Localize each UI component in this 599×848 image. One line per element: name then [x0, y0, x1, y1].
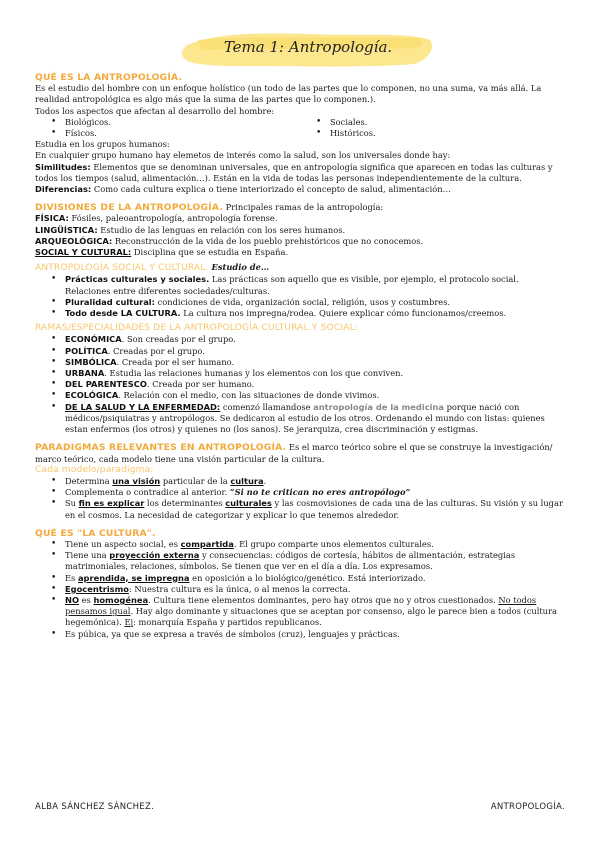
- text-run: compartida: [180, 538, 234, 549]
- list-item: [65, 379, 565, 390]
- text-run: .: [263, 475, 267, 486]
- text-run: : Nuestra cultura es la única, o al menos la correcta.: [128, 583, 351, 594]
- paragraph: [35, 247, 565, 258]
- term-label: SIMBÓLICA: [65, 356, 117, 367]
- heading-tail: Principales ramas de la antropología:: [223, 202, 384, 213]
- list-item: [65, 357, 565, 368]
- list-item: • Sociales.: [330, 117, 565, 128]
- text-run: Tiene una: [65, 550, 110, 561]
- practices-list: [35, 274, 565, 319]
- term-text: Reconstrucción de la vida de los pueblo prehistóricos que no conocemos.: [112, 235, 424, 246]
- list-item: [65, 308, 565, 319]
- list-item: [65, 274, 565, 296]
- text-run: y consecuencias: códigos de cortesía, hábitos de alimentación, estrategias matrimoniales, relaciones, símbolos. Se tienen que ver en el día a día. Los expresamos.: [65, 550, 516, 572]
- paragraph: Estudia en los grupos humanos:: [35, 139, 170, 150]
- term-label: Todo desde LA CULTURA.: [65, 308, 181, 319]
- text-run: Es: [65, 572, 78, 583]
- term-text: Elementos que se denominan universales, que en antropología significa que aparecen en todas las culturas y todos los tiempos (salud, alimentación…). Están en la vida de todas las personas independientemente de la cultura.: [35, 161, 553, 183]
- term-text: . Creadas por el grupo.: [107, 345, 205, 356]
- text-run: en oposición a lo biológico/genético. Está interiorizado.: [189, 572, 426, 583]
- term-text: Disciplina que se estudia en España.: [131, 247, 289, 258]
- term-label: Prácticas culturales y sociales.: [65, 274, 210, 285]
- paragraph: [35, 184, 565, 195]
- grey-emphasis: antropología de la medicina: [313, 401, 444, 412]
- list-item: • Es púbica, ya que se expresa a través de símbolos (cruz), lenguajes y prácticas.: [65, 629, 565, 640]
- subheading: Cada modelo/paradigma:: [35, 464, 154, 475]
- text-run: . Cultura tiene elementos dominantes, pero hay otros que no y otros cuestionados.: [148, 594, 499, 605]
- text-run: es: [79, 594, 94, 605]
- section-heading: DIVISIONES DE LA ANTROPOLOGÍA.: [35, 202, 224, 214]
- list-item: [65, 498, 565, 520]
- section-heading: QUÉ ES "LA CULTURA".: [35, 527, 156, 539]
- text-run: particular de la: [160, 475, 231, 486]
- text-run: una visión: [112, 475, 161, 486]
- text-run: cultura: [230, 475, 264, 486]
- section-heading-line: [35, 442, 565, 464]
- text-run: . Hay algo dominante y situaciones que se aceptan por consenso, algo le parece bien a todos (cultura hegemónica).: [65, 606, 557, 628]
- paragraph: Es el estudio del hombre con un enfoque holístico (un todo de las partes que lo componen, no una suma, va más allá. La realidad antropológica es algo más que la suma de las partes que lo componen.).: [35, 83, 542, 105]
- term-label: ARQUEOLÓGICA:: [35, 235, 113, 246]
- section-heading-line: [35, 202, 565, 213]
- list-item: [65, 595, 565, 629]
- list-item: [65, 346, 565, 357]
- section-heading: ANTROPOLOGÍA SOCIAL Y CULTURAL.: [35, 263, 209, 274]
- term-text: porque nació con médicos/psiquiatras y antropólogos. Se dedicaron al estudio de los otros. Ordenando el mundo con listas: quienes estan enfermos (los otros) y quienes no (los sanos). Se jerarquiza, crea discriminación y estigmas.: [65, 401, 545, 435]
- page-footer: [35, 802, 565, 812]
- list-item: [65, 584, 565, 595]
- list-item: [65, 487, 565, 498]
- footer-subject: ANTROPOLOGÍA.: [490, 802, 565, 812]
- document-body: [35, 72, 565, 640]
- text-run: culturales: [225, 498, 272, 509]
- term-label: ECONÓMICA: [65, 334, 122, 345]
- heading-tail: Es el marco teórico sobre el que se construye la investigación/ marco teórico, cada modelo tiene una visión particular de la cultura.: [35, 442, 553, 464]
- paragraph: [35, 236, 565, 247]
- term-text: Estudio de las lenguas en relación con los seres humanos.: [97, 224, 346, 235]
- list-item: [65, 368, 565, 379]
- term-label: DEL PARENTESCO: [65, 379, 147, 390]
- text-run: fin es explicar: [78, 498, 145, 509]
- text-run: los determinantes: [144, 498, 226, 509]
- term-label: POLÍTICA: [65, 345, 108, 356]
- term-text: La cultura nos impregna/rodea. Quiere explicar cómo funcionamos/creemos.: [180, 308, 507, 319]
- list-item: [65, 573, 565, 584]
- term-text: . Son creadas por el grupo.: [121, 334, 236, 345]
- page-title: Tema 1: Antropología.: [223, 38, 393, 56]
- term-text: Las prácticas son aquello que es visible, por ejemplo, el protocolo social. Relaciones entre diferentes sociedades/culturas.: [65, 274, 519, 296]
- term-label: URBANA: [65, 368, 105, 379]
- text-run: homogénea: [93, 594, 149, 605]
- term-label: SOCIAL Y CULTURAL:: [35, 247, 132, 258]
- term-text: condiciones de vida, organización social, religión, usos y costumbres.: [154, 296, 451, 307]
- aspects-list: [35, 117, 565, 139]
- list-item: [65, 297, 565, 308]
- branches-list: [35, 334, 565, 435]
- list-item: • Biológicos.: [65, 117, 300, 128]
- list-item: [65, 550, 565, 572]
- term-text: . Creada por el ser humano.: [116, 356, 235, 367]
- list-item: [65, 390, 565, 401]
- term-label: Diferencias:: [35, 184, 92, 195]
- text-run: Complementa o contradice al anterior.: [65, 487, 230, 498]
- list-item: [65, 476, 565, 487]
- paragraph: [35, 225, 565, 236]
- text-run: Determina: [65, 475, 113, 486]
- paradigm-list: [35, 476, 565, 521]
- list-item: • Físicos.: [65, 128, 300, 139]
- text-run: . El grupo comparte unos elementos culturales.: [233, 538, 434, 549]
- term-text: comenzó llamandose: [220, 401, 314, 412]
- term-text: . Estudia las relaciones humanas y los elementos con los que conviven.: [104, 368, 404, 379]
- section-heading: RAMAS/ESPECIALIDADES DE LA ANTROPOLOGÍA CULTURAL Y SOCIAL:: [35, 323, 359, 334]
- paragraph: Todos los aspectos que afectan al desarrollo del hombre:: [35, 105, 275, 116]
- term-label: Pluralidad cultural:: [65, 296, 155, 307]
- text-run: : monarquía España y partidos republicanos.: [133, 617, 322, 628]
- paragraph: [35, 162, 565, 184]
- heading-tail: Estudio de…: [208, 262, 270, 273]
- term-label: Similitudes:: [35, 161, 91, 172]
- text-run: Tiene un aspecto social, es: [65, 538, 181, 549]
- text-run: Ej: [124, 617, 134, 628]
- section-heading-line: [35, 262, 565, 274]
- list-item: [65, 402, 565, 436]
- paragraph: En cualquier grupo humano hay elemetos de interés como la salud, son los universales donde hay:: [35, 150, 451, 161]
- text-run: No todos pensamos igual: [65, 594, 537, 617]
- paragraph: [35, 213, 565, 224]
- term-label: FÍSICA:: [35, 213, 69, 224]
- footer-author: ALBA SÁNCHEZ SÁNCHEZ.: [35, 802, 155, 812]
- quote: “Si no te critican no eres antropólogo”: [229, 487, 411, 498]
- text-run: Egocentrismo: [65, 583, 129, 594]
- text-run: y las cosmovisiones de cada una de las culturas. Su visión y su lugar en el cosmos. La necesidad de categorizar y explicar lo que tenemos alrededor.: [65, 498, 563, 520]
- term-text: Fósiles, paleoantropología, antropología forense.: [68, 213, 278, 224]
- term-text: . Creada por ser humano.: [146, 379, 255, 390]
- list-item: • Históricos.: [330, 128, 565, 139]
- term-label: ECOLÓGICA: [65, 390, 119, 401]
- text-run: aprendida, se impregna: [77, 572, 190, 583]
- title-banner: [178, 28, 438, 70]
- text-run: Su: [65, 498, 79, 509]
- section-heading: QUÉ ES LA ANTROPOLOGÍA.: [35, 72, 183, 83]
- culture-list: [35, 539, 565, 640]
- list-item: [65, 539, 565, 550]
- term-text: . Relación con el medio, con las situaciones de donde vivimos.: [118, 390, 380, 401]
- term-label: DE LA SALUD Y LA ENFERMEDAD:: [65, 401, 221, 412]
- term-text: Como cada cultura explica o tiene interiorizado el concepto de salud, alimentación…: [91, 184, 451, 195]
- term-label: LINGÜÍSTICA:: [35, 224, 98, 235]
- list-item: [65, 334, 565, 345]
- text-run: proyección externa: [109, 550, 200, 561]
- section-heading: PARADIGMAS RELEVANTES EN ANTROPOLOGÍA.: [35, 442, 287, 454]
- text-run: NO: [65, 594, 79, 605]
